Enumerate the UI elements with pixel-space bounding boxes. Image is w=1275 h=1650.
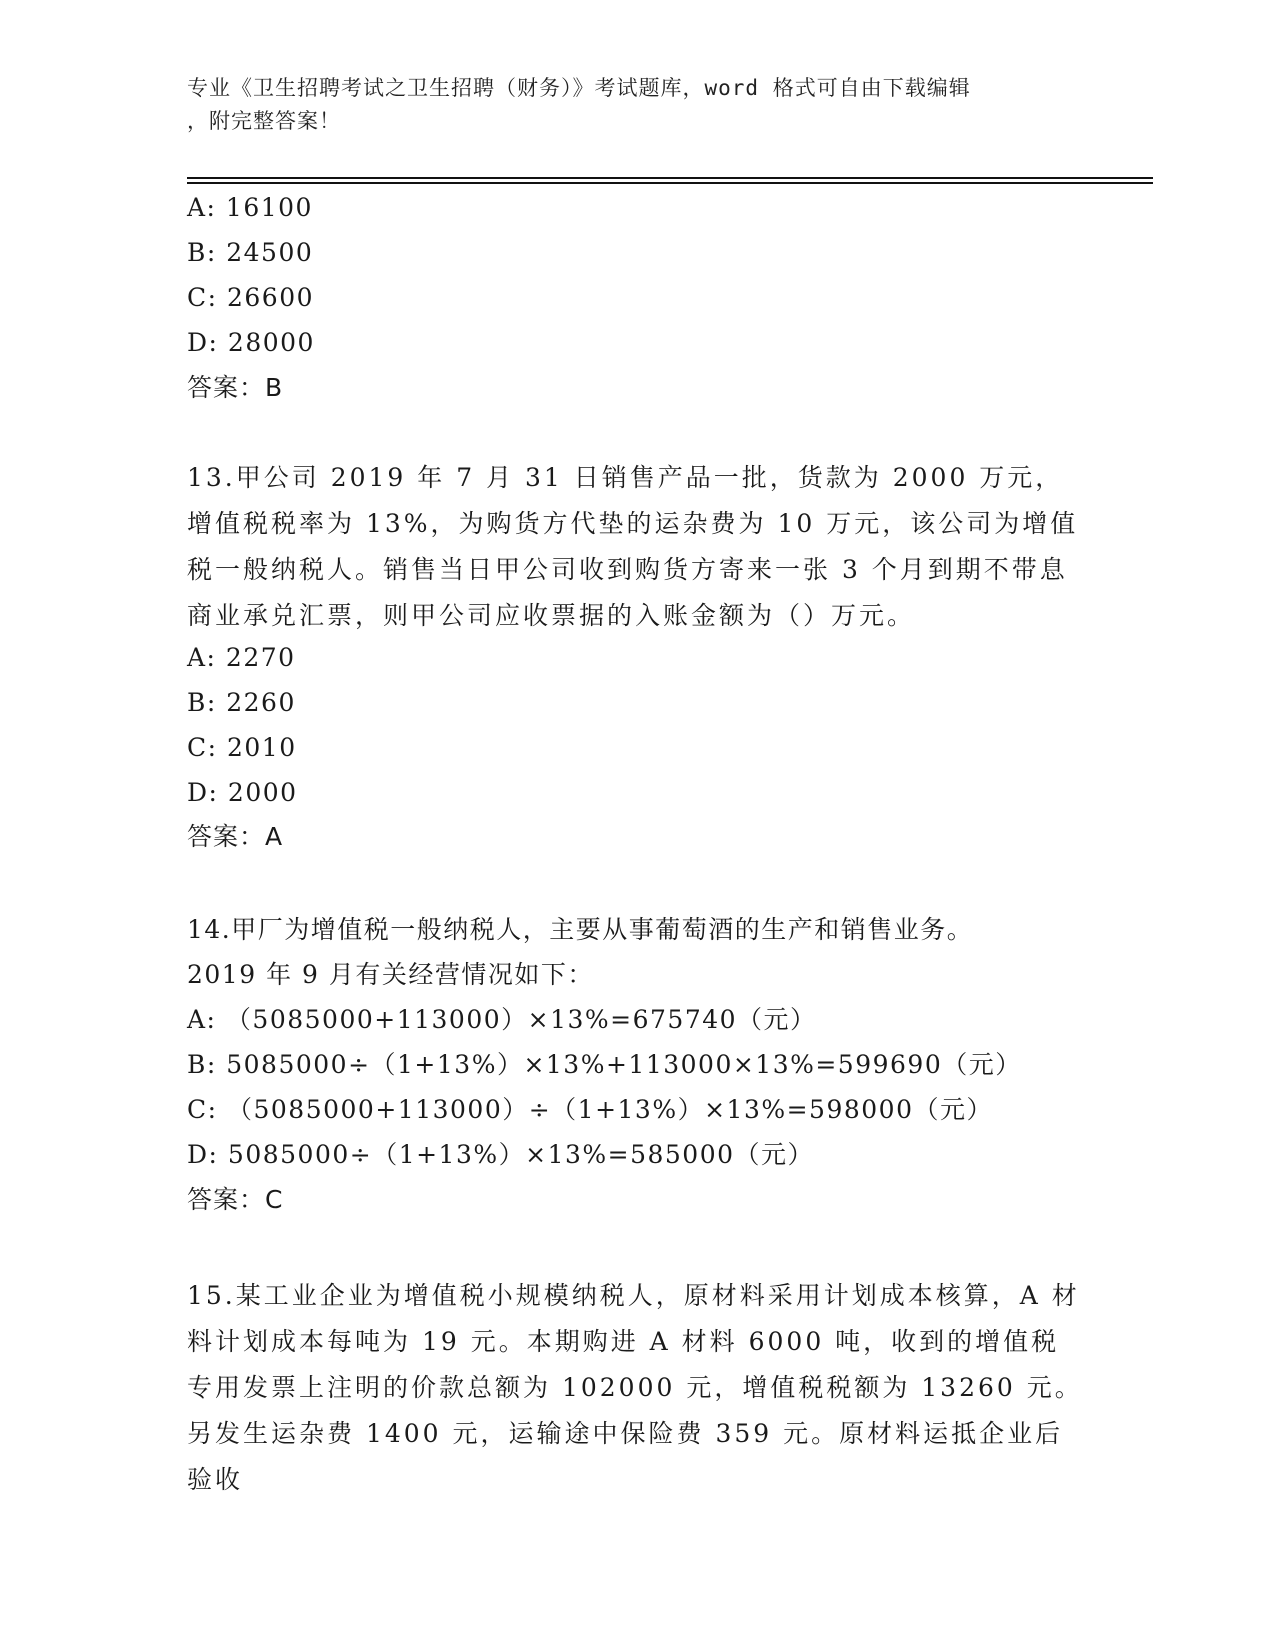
q14-option-d: D: 5085000÷（1+13%）×13%=585000（元） <box>187 1140 815 1169</box>
q13-option-c: C: 2010 <box>187 733 297 762</box>
header-line-1: 专业《卫生招聘考试之卫生招聘（财务）》考试题库，word 格式可自由下载编辑 <box>187 76 971 100</box>
q12-option-c: C: 26600 <box>187 283 315 312</box>
q13-option-a: A: 2270 <box>187 643 296 672</box>
q12-option-b: B: 24500 <box>187 238 314 267</box>
q14-question-line-2: 2019 年 9 月有关经营情况如下： <box>187 960 594 989</box>
q14-option-c: C: （5085000+113000）÷（1+13%）×13%=598000（元） <box>187 1095 993 1124</box>
q12-answer: 答案：B <box>187 373 284 402</box>
q13-option-b: B: 2260 <box>187 688 296 717</box>
q14-answer: 答案：C <box>187 1185 284 1214</box>
header-rule-bottom <box>187 182 1153 184</box>
q15-question-text: 15.某工业企业为增值税小规模纳税人，原材料采用计划成本核算，A 材料计划成本每吨为 19 元。本期购进 A 材料 6000 吨，收到的增值税专用发票上注明的价款总额为 102000 元，增值税税额为 13260 元。另发生运杂费 1400 元，运输途中保险费 359 元。原材料运抵企业后验收 <box>187 1281 1083 1494</box>
header-line-2: ，附完整答案！ <box>187 109 341 133</box>
q14-option-a: A: （5085000+113000）×13%=675740（元） <box>187 1005 817 1034</box>
q12-option-a: A: 16100 <box>187 193 313 222</box>
q13-answer: 答案：A <box>187 822 284 851</box>
q14-option-b: B: 5085000÷（1+13%）×13%+113000×13%=599690（元） <box>187 1050 1022 1079</box>
q14-question-line-1: 14.甲厂为增值税一般纳税人，主要从事葡萄酒的生产和销售业务。 <box>187 915 974 944</box>
q13-question-text: 13.甲公司 2019 年 7 月 31 日销售产品一批，货款为 2000 万元，增值税税率为 13%，为购货方代垫的运杂费为 10 万元，该公司为增值税一般纳税人。销售当日甲公司收到购货方寄来一张 3 个月到期不带息商业承兑汇票，则甲公司应收票据的入账金额为（）万元。 <box>187 463 1079 630</box>
header-rule-top <box>187 177 1153 179</box>
q13-option-d: D: 2000 <box>187 778 298 807</box>
document-header <box>187 72 1067 138</box>
q12-option-d: D: 28000 <box>187 328 315 357</box>
